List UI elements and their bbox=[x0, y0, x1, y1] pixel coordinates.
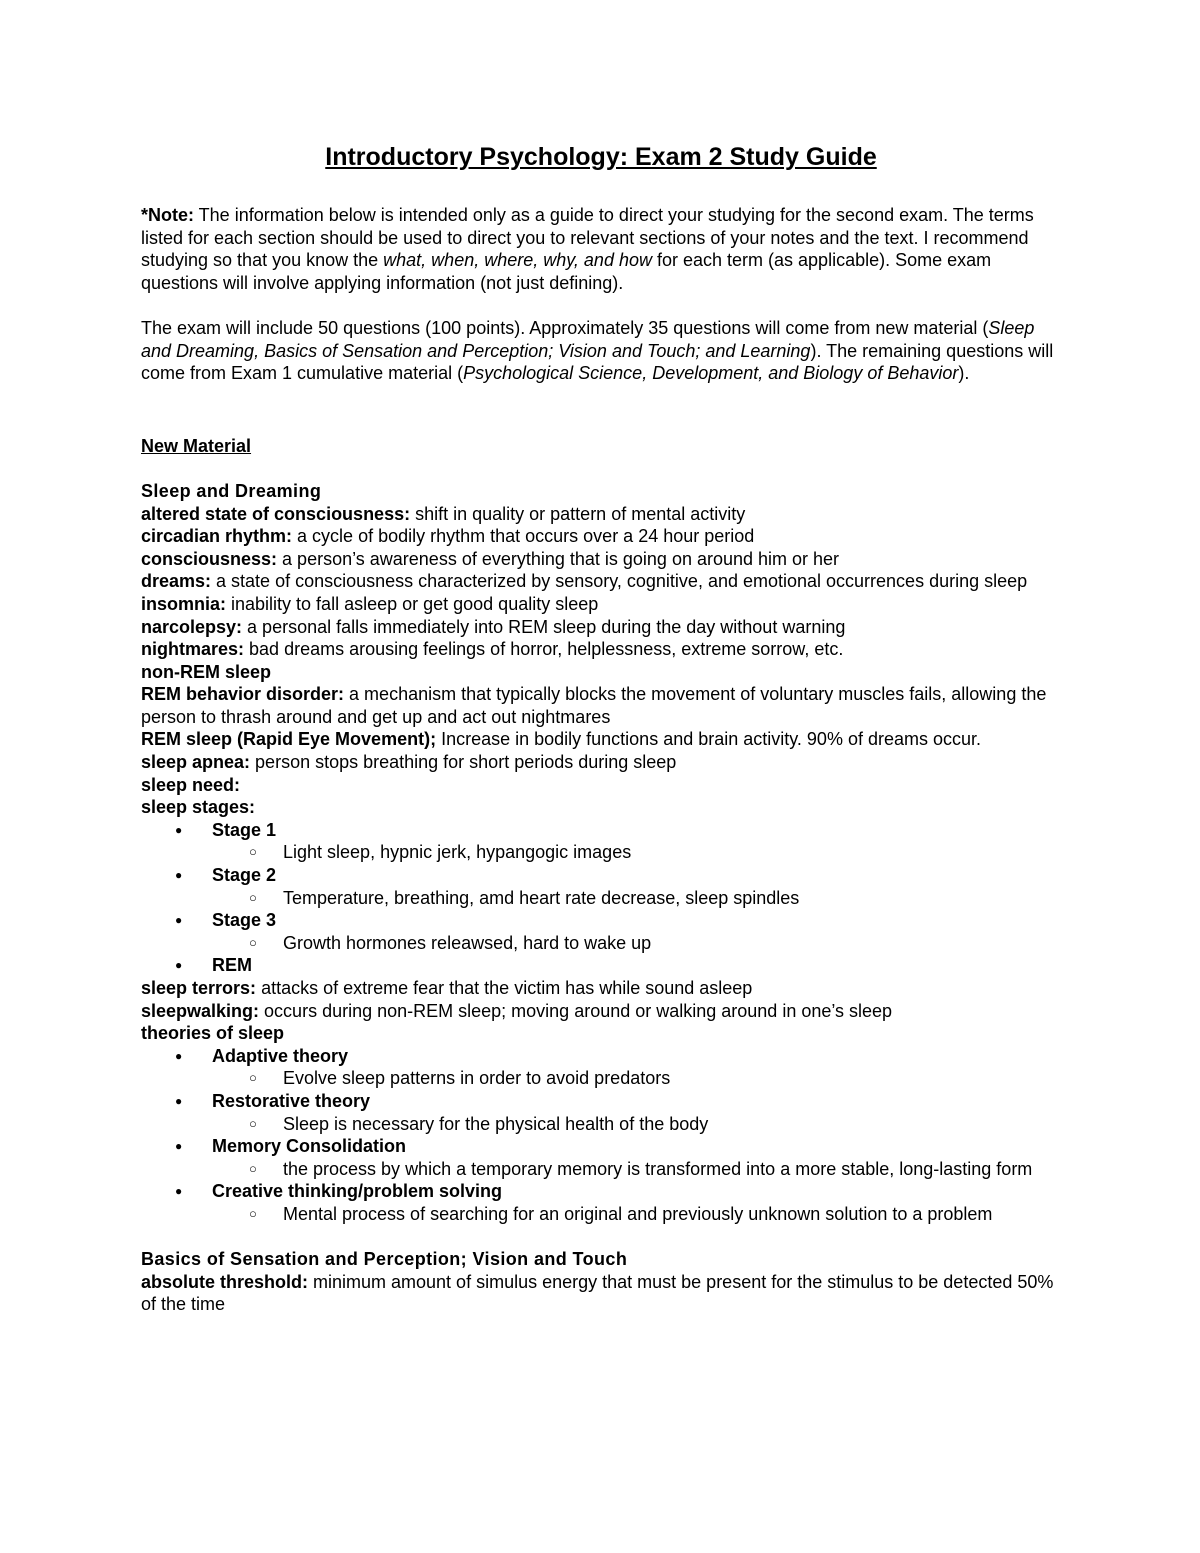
sleep-terms-list bbox=[141, 503, 1061, 819]
circle-bullet-icon: ○ bbox=[249, 1205, 257, 1221]
term-definition: Increase in bodily functions and brain activity. 90% of dreams occur. bbox=[436, 729, 982, 750]
note-text-italic: what, when, where, why, and how bbox=[383, 250, 652, 271]
list-item bbox=[141, 1135, 1061, 1180]
list-item bbox=[212, 1113, 1061, 1136]
list-item bbox=[141, 819, 1061, 864]
term-label: sleep terrors: bbox=[141, 978, 257, 998]
term-label: sleepwalking: bbox=[141, 1000, 260, 1021]
term-entry bbox=[141, 593, 1061, 616]
circle-bullet-icon: ○ bbox=[249, 1070, 257, 1086]
term-entry bbox=[141, 616, 1061, 639]
list-item bbox=[141, 864, 1061, 909]
stage-name: Stage 2 bbox=[212, 865, 277, 886]
term-definition: a mechanism that typically blocks the movement of voluntary muscles fails, allowing the person to thrash around and get up and act out nightmares bbox=[141, 684, 1047, 727]
stage-detail: Growth hormones releawsed, hard to wake up bbox=[283, 932, 652, 953]
term-label: absolute threshold: bbox=[141, 1271, 309, 1292]
term-label: sleep stages: bbox=[141, 797, 256, 818]
circle-bullet-icon: ○ bbox=[249, 934, 257, 950]
note-paragraph bbox=[141, 204, 1061, 294]
term-label: non-REM sleep bbox=[141, 661, 272, 682]
term-label: REM behavior disorder: bbox=[141, 684, 345, 705]
sleep-stages-list bbox=[141, 819, 1061, 977]
bullet-icon: ● bbox=[175, 822, 183, 837]
stage-name: REM bbox=[212, 955, 252, 976]
term-definition: a person’s awareness of everything that is going on around him or her bbox=[277, 548, 840, 569]
bullet-icon: ● bbox=[175, 868, 183, 883]
term-entry bbox=[141, 728, 1061, 751]
list-item bbox=[141, 1090, 1061, 1135]
stage-detail: Light sleep, hypnic jerk, hypangogic images bbox=[283, 842, 632, 863]
term-entry bbox=[141, 1271, 1061, 1316]
circle-bullet-icon: ○ bbox=[249, 1115, 257, 1131]
page-title: Introductory Psychology: Exam 2 Study Guide bbox=[325, 143, 877, 171]
note-text-a: The information below is intended only as a guide to direct your studying for the second exam. The terms listed for each section should be used to direct you to relevant sections of your notes and the text. I recommend studying so that you know the bbox=[141, 205, 1034, 271]
exam-info-italic-b: Psychological Science, Development, and Biology of Behavior bbox=[463, 363, 959, 384]
term-entry bbox=[141, 638, 1061, 661]
circle-bullet-icon: ○ bbox=[249, 1160, 257, 1176]
document-page bbox=[141, 142, 1061, 1316]
term-entry bbox=[141, 977, 1061, 1000]
term-entry bbox=[141, 503, 1061, 526]
term-definition: minimum amount of simulus energy that must be present for the stimulus to be detected 50% of the time bbox=[141, 1271, 1054, 1315]
theory-detail: Evolve sleep patterns in order to avoid predators bbox=[283, 1068, 671, 1089]
theories-list bbox=[141, 1045, 1061, 1226]
term-entry bbox=[141, 751, 1061, 774]
theory-detail: Mental process of searching for an original and previously unknown solution to a problem bbox=[283, 1203, 993, 1224]
theory-detail: the process by which a temporary memory is transformed into a more stable, long-lasting form bbox=[283, 1158, 1033, 1179]
theory-name: Creative thinking/problem solving bbox=[212, 1181, 503, 1202]
stage-name: Stage 1 bbox=[212, 819, 277, 840]
term-definition: a cycle of bodily rhythm that occurs over a 24 hour period bbox=[292, 526, 755, 547]
term-label: circadian rhythm: bbox=[141, 526, 293, 547]
note-text-b: for each term (as applicable). Some exam questions will involve applying information (not just defining). bbox=[141, 250, 992, 293]
sensation-section-heading: Basics of Sensation and Perception; Vision and Touch bbox=[141, 1249, 628, 1270]
term-definition: a state of consciousness characterized by sensory, cognitive, and emotional occurrences during sleep bbox=[211, 571, 1028, 592]
list-item bbox=[212, 1067, 1061, 1090]
exam-info-text-a: The exam will include 50 questions (100 points). Approximately 35 questions will come from new material ( bbox=[141, 317, 989, 338]
circle-bullet-icon: ○ bbox=[249, 889, 257, 905]
stage-detail: Temperature, breathing, amd heart rate decrease, sleep spindles bbox=[283, 887, 800, 908]
term-definition: inability to fall asleep or get good quality sleep bbox=[226, 593, 599, 614]
term-label: sleep need: bbox=[141, 774, 241, 795]
exam-info-text-c: ). bbox=[958, 363, 970, 384]
list-item bbox=[141, 909, 1061, 954]
term-entry bbox=[141, 525, 1061, 548]
term-label: dreams: bbox=[141, 571, 212, 592]
term-entry bbox=[141, 796, 1061, 819]
theory-detail: Sleep is necessary for the physical health of the body bbox=[283, 1113, 709, 1134]
term-definition: attacks of extreme fear that the victim has while sound asleep bbox=[256, 978, 753, 998]
list-item bbox=[212, 1203, 1061, 1226]
bullet-icon: ● bbox=[175, 958, 183, 973]
term-definition: person stops breathing for short periods during sleep bbox=[250, 752, 677, 773]
theory-name: Adaptive theory bbox=[212, 1045, 349, 1066]
term-label: consciousness: bbox=[141, 548, 278, 569]
list-item bbox=[212, 841, 1061, 864]
bullet-icon: ● bbox=[175, 1093, 183, 1108]
term-entry bbox=[141, 570, 1061, 593]
exam-info-paragraph bbox=[141, 317, 1061, 385]
term-label: sleep apnea: bbox=[141, 752, 251, 773]
term-definition: a personal falls immediately into REM sleep during the day without warning bbox=[242, 616, 846, 637]
term-label: nightmares: bbox=[141, 639, 245, 660]
theory-name: Memory Consolidation bbox=[212, 1136, 407, 1157]
term-entry bbox=[141, 1000, 1061, 1023]
list-item bbox=[141, 954, 1061, 977]
bullet-icon: ● bbox=[175, 1139, 183, 1154]
theory-name: Restorative theory bbox=[212, 1090, 371, 1111]
term-entry bbox=[141, 1022, 1061, 1045]
term-definition: shift in quality or pattern of mental activity bbox=[410, 503, 746, 524]
list-item bbox=[212, 1158, 1061, 1181]
term-entry bbox=[141, 774, 1061, 797]
list-item bbox=[212, 887, 1061, 910]
note-label: *Note: bbox=[141, 205, 194, 225]
bullet-icon: ● bbox=[175, 1048, 183, 1063]
list-item bbox=[141, 1180, 1061, 1225]
bullet-icon: ● bbox=[175, 1184, 183, 1199]
exam-info-italic-a: Sleep and Dreaming, Basics of Sensation and Perception; Vision and Touch; and Learning bbox=[141, 317, 1035, 361]
term-label: insomnia: bbox=[141, 593, 227, 614]
term-definition: bad dreams arousing feelings of horror, helplessness, extreme sorrow, etc. bbox=[244, 639, 844, 660]
term-definition: occurs during non-REM sleep; moving around or walking around in one’s sleep bbox=[259, 1000, 893, 1021]
sleep-terms-list-after bbox=[141, 977, 1061, 1045]
stage-name: Stage 3 bbox=[212, 910, 277, 931]
term-label: theories of sleep bbox=[141, 1023, 285, 1044]
list-item bbox=[212, 932, 1061, 955]
term-entry bbox=[141, 661, 1061, 684]
term-entry bbox=[141, 548, 1061, 571]
new-material-heading: New Material bbox=[141, 435, 252, 456]
term-label: REM sleep (Rapid Eye Movement); bbox=[141, 729, 437, 750]
sleep-section-heading: Sleep and Dreaming bbox=[141, 480, 322, 501]
bullet-icon: ● bbox=[175, 913, 183, 928]
term-entry bbox=[141, 683, 1061, 728]
list-item bbox=[141, 1045, 1061, 1090]
exam-info-text-b: ). The remaining questions will come from Exam 1 cumulative material ( bbox=[141, 340, 1054, 384]
circle-bullet-icon: ○ bbox=[249, 844, 257, 860]
term-label: narcolepsy: bbox=[141, 616, 243, 637]
term-label: altered state of consciousness: bbox=[141, 503, 411, 524]
